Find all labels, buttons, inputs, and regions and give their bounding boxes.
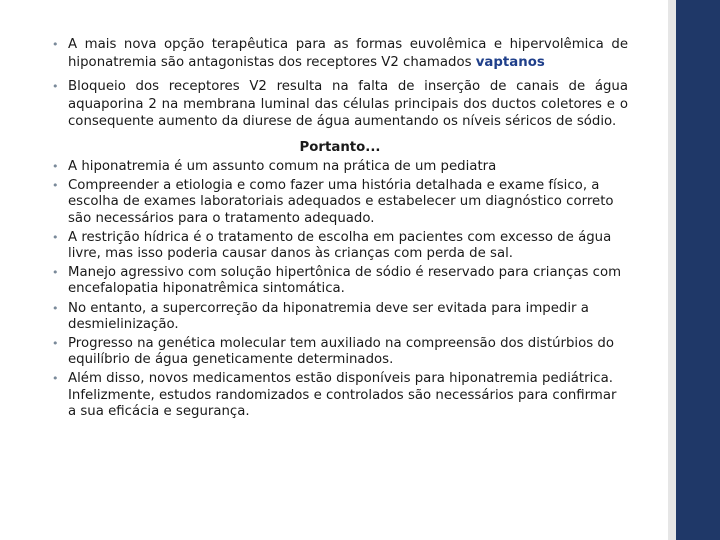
bullet-icon: • [52, 301, 59, 315]
highlight-term: vaptanos [475, 54, 545, 70]
bullet-text: A hiponatremia é um assunto comum na prática de um pediatra [68, 159, 497, 174]
bullet-icon: • [52, 179, 59, 193]
bullet-item [52, 230, 628, 262]
bullet-icon: • [52, 80, 59, 93]
bullet-text: Progresso na genética molecular tem auxiliado na compreensão dos distúrbios do equilíbrio de água geneticamente determinados. [68, 336, 614, 368]
bullet-icon: • [52, 266, 59, 280]
bullet-icon: • [52, 230, 59, 244]
bullet-item [52, 265, 628, 297]
bullet-item [52, 159, 628, 175]
bullet-text: Manejo agressivo com solução hipertônica de sódio é reservado para crianças com encefalopatia hiponatrêmica sintomática. [68, 265, 622, 297]
bullet-item [52, 78, 628, 131]
bullet-item [52, 178, 628, 227]
bullet-text: No entanto, a supercorreção da hiponatremia deve ser evitada para impedir a desmielinização. [68, 300, 589, 332]
side-stripe [668, 0, 676, 540]
side-band [676, 0, 720, 540]
bullet-icon: • [52, 38, 59, 51]
bullet-item [52, 36, 628, 71]
bullet-text: A restrição hídrica é o tratamento de escolha em pacientes com excesso de água livre, mas isso poderia causar danos às crianças com perda de sal. [68, 229, 612, 262]
bullet-text: Compreender a etiologia e como fazer uma história detalhada e exame físico, a escolha de exames laboratoriais adequados e estabelecer um diagnóstico correto são necessários para o tratamento adequado. [68, 178, 614, 226]
bullet-icon: • [52, 337, 59, 351]
section-heading: Portanto... [299, 139, 381, 155]
slide-content [52, 36, 628, 423]
bullet-item [52, 371, 628, 420]
bullet-icon: • [52, 160, 59, 173]
bullet-text: Além disso, novos medicamentos estão disponíveis para hiponatremia pediátrica. Infelizmente, estudos randomizados e controlados são necessários para confirmar a sua eficácia e segurança. [68, 371, 617, 419]
bullet-item [52, 336, 628, 368]
bullet-text: Bloqueio dos receptores V2 resulta na falta de inserção de canais de água aquaporina 2 na membrana luminal das células principais dos ductos coletores e o consequente aumento da diurese de água aumentando os níveis séricos de sódio. [68, 79, 628, 129]
bullet-item [52, 301, 628, 333]
bullet-text: A mais nova opção terapêutica para as formas euvolêmica e hipervolêmica de hiponatremia são antagonistas dos receptores V2 chamados [68, 37, 628, 70]
bullet-icon: • [52, 372, 59, 386]
